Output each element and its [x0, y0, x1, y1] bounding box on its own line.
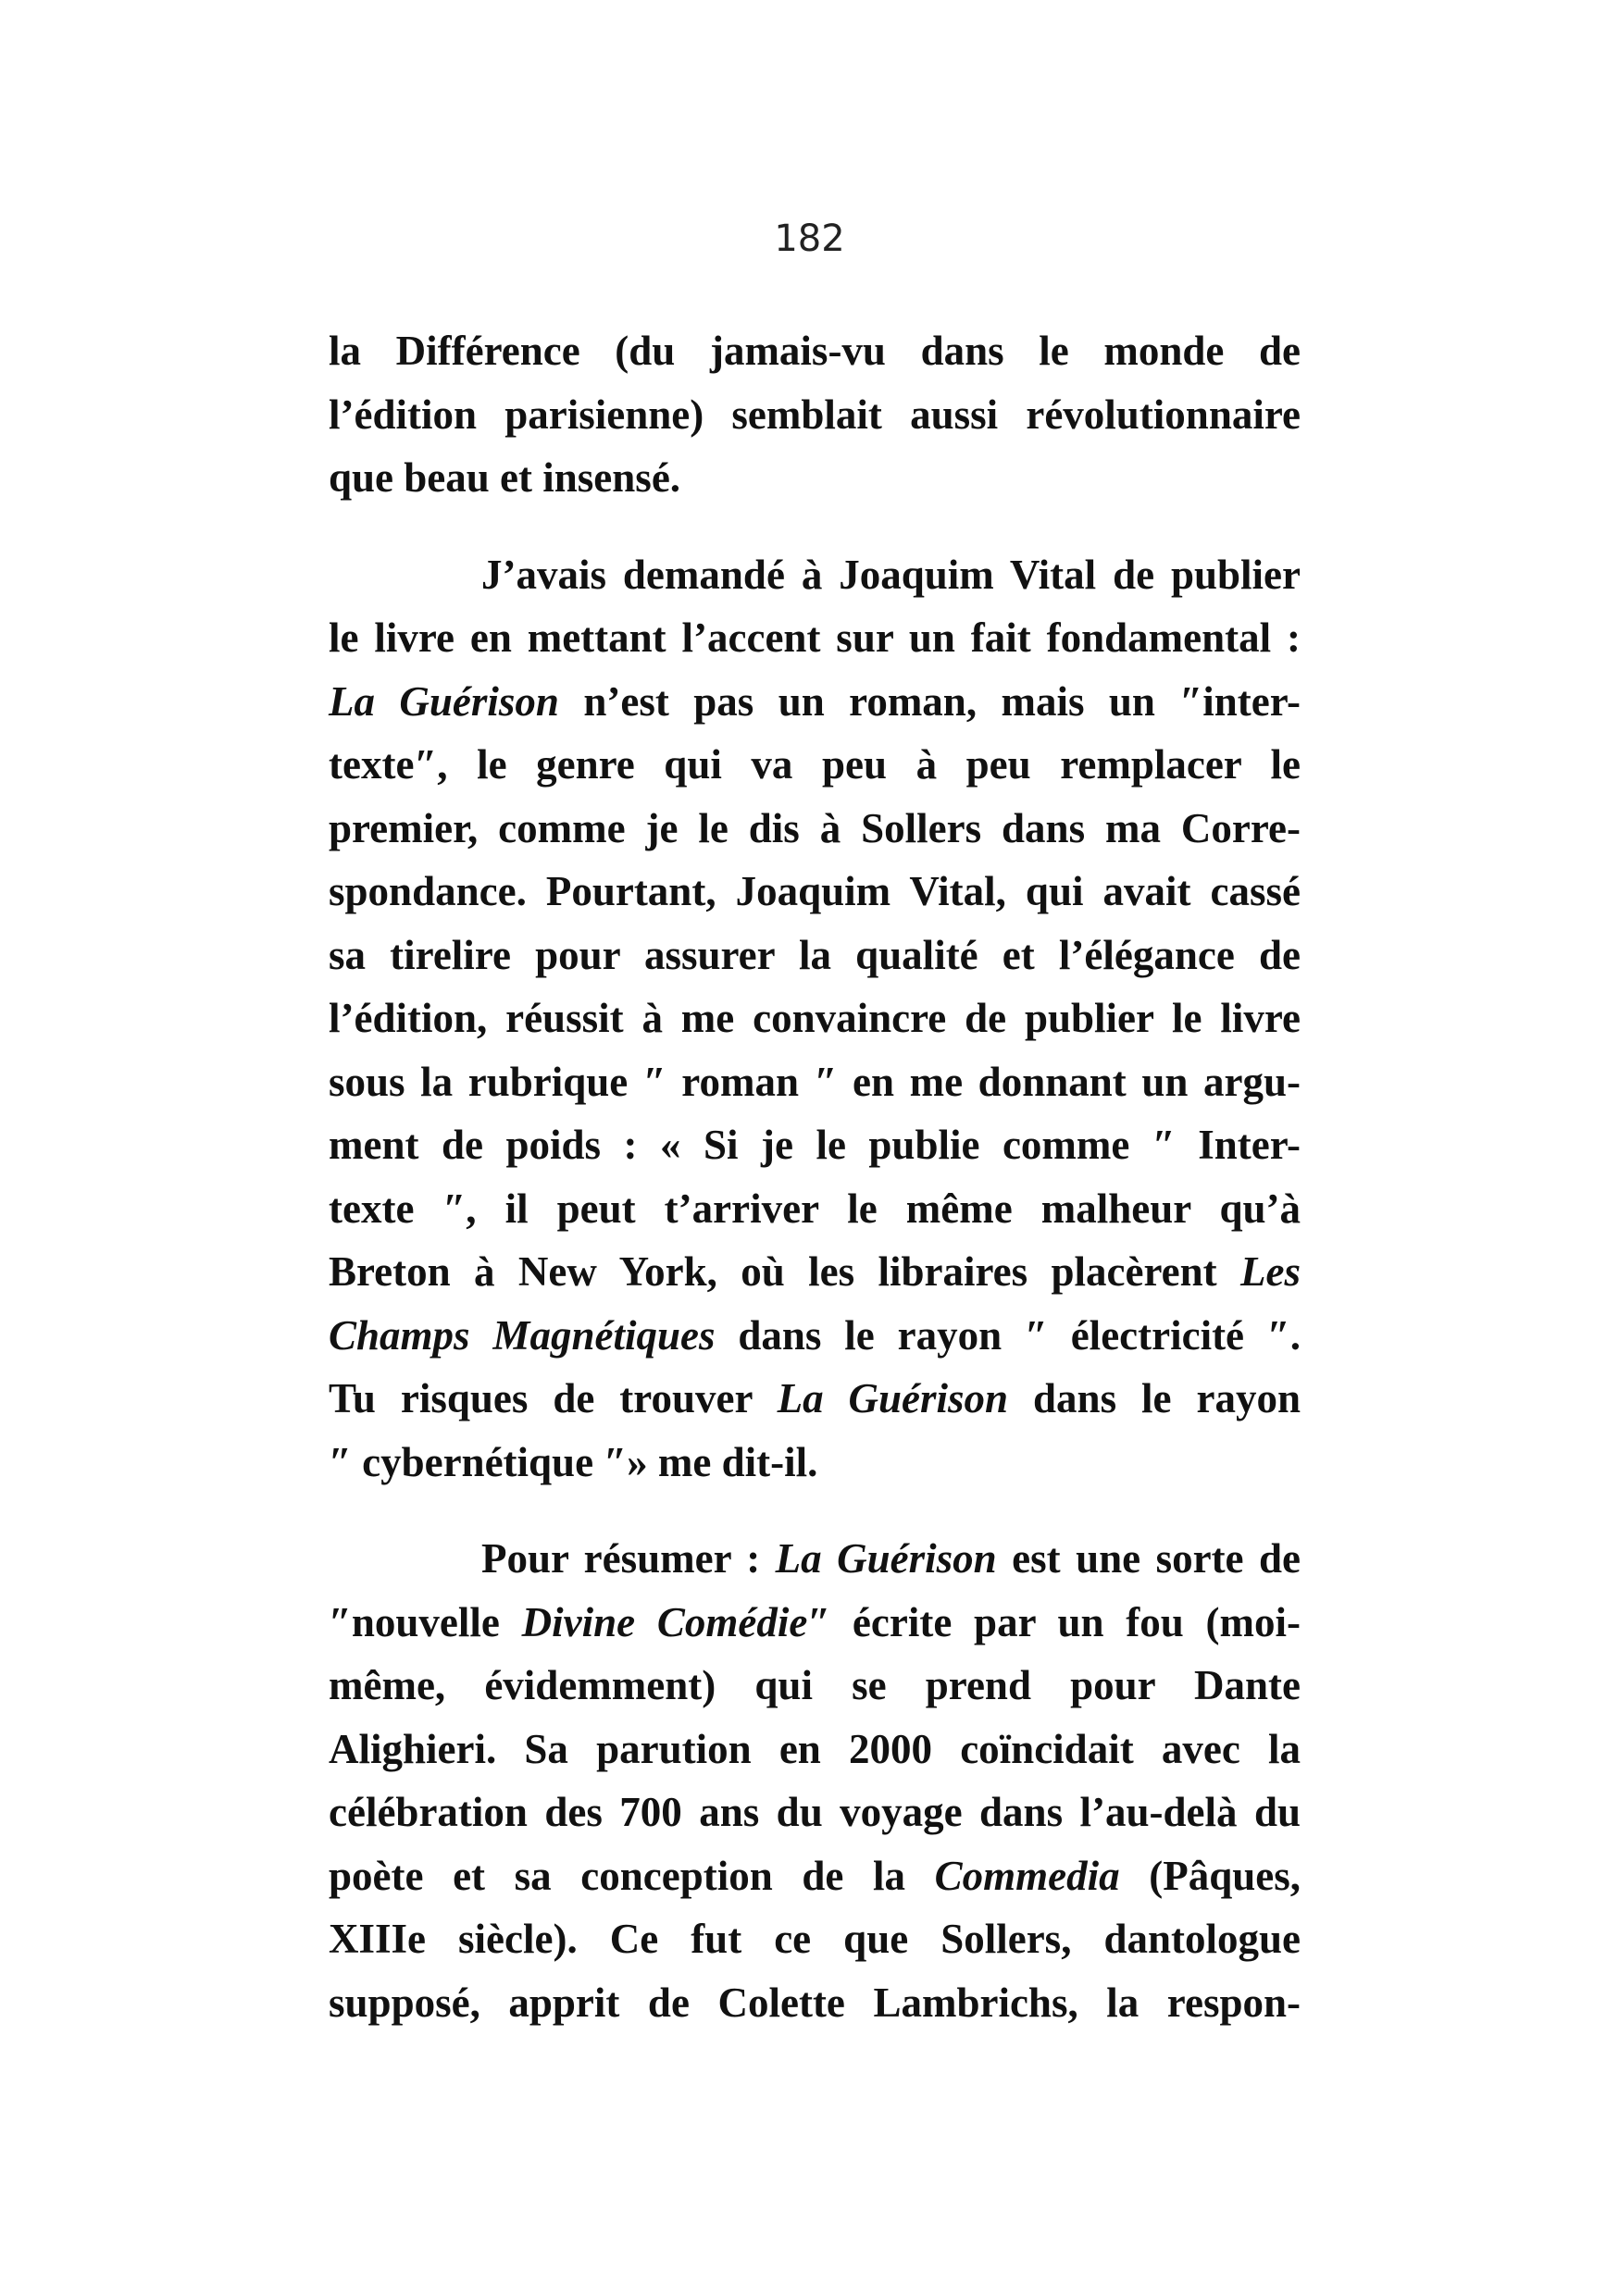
text-line	[329, 1718, 1301, 1781]
italic-title: Les	[1240, 1248, 1301, 1295]
text-segment: ment de poids : « Si je le publie comme ″ Inter-	[329, 1122, 1301, 1168]
page-number: 182	[774, 217, 845, 260]
text-segment: sa tirelire pour assurer la qualité et l’élégance de	[329, 931, 1301, 978]
text-segment: la Différence (du jamais-vu dans le monde de	[329, 328, 1301, 374]
paragraph	[329, 543, 1301, 1495]
text-segment: l’édition parisienne) semblait aussi révolutionnaire	[329, 391, 1301, 438]
text-line	[329, 1113, 1301, 1177]
text-line	[329, 1304, 1301, 1368]
italic-title: Commedia	[934, 1852, 1120, 1899]
text-segment: poète et sa conception de la	[329, 1852, 935, 1899]
text-line	[329, 1527, 1301, 1591]
text-segment: sous la rubrique ″ roman ″ en me donnant un argu-	[329, 1058, 1301, 1105]
paragraph	[329, 319, 1301, 510]
paragraph-gap	[329, 1494, 1301, 1527]
text-segment: premier, comme je le dis à Sollers dans ma Corre-	[329, 804, 1301, 851]
text-line	[329, 1240, 1301, 1304]
text-line	[329, 319, 1301, 383]
text-segment: J’avais demandé à Joaquim Vital de publier	[481, 551, 1301, 598]
text-segment: célébration des 700 ans du voyage dans l’au-delà du	[329, 1789, 1301, 1835]
text-line	[329, 543, 1301, 607]
text-segment: est une sorte de	[996, 1535, 1301, 1582]
paragraph-gap	[329, 510, 1301, 543]
text-segment: ″nouvelle	[329, 1598, 522, 1645]
text-segment: même, évidemment) qui se prend pour Dante	[329, 1662, 1301, 1708]
text-segment: supposé, apprit de Colette Lambrichs, la respon-	[329, 1979, 1301, 2026]
text-line	[329, 1844, 1301, 1908]
text-segment: Alighieri. Sa parution en 2000 coïncidait avec la	[329, 1725, 1301, 1772]
italic-title: Divine Comédie	[521, 1598, 808, 1645]
text-line	[329, 733, 1301, 797]
text-line	[329, 1591, 1301, 1655]
italic-title: La Guérison	[775, 1535, 997, 1582]
text-segment: que beau et insensé.	[329, 454, 681, 501]
italic-title: Champs Magnétiques	[329, 1311, 716, 1359]
text-segment: XIIIe siècle). Ce fut ce que Sollers, dantologue	[329, 1916, 1301, 1962]
text-segment: texte″, le genre qui va peu à peu remplacer le	[329, 741, 1301, 788]
text-line	[329, 860, 1301, 924]
text-line	[329, 1971, 1301, 2035]
text-segment: n’est pas un roman, mais un ″inter-	[558, 677, 1301, 725]
text-line	[329, 1367, 1301, 1431]
text-segment: (Pâques,	[1119, 1852, 1301, 1899]
text-line	[329, 797, 1301, 861]
text-segment: ″ cybernétique ″» me dit-il.	[329, 1438, 818, 1485]
text-segment: Breton à New York, où les libraires placèrent	[329, 1248, 1241, 1295]
text-line	[329, 1907, 1301, 1971]
text-segment: le livre en mettant l’accent sur un fait fondamental :	[329, 614, 1301, 661]
text-segment: spondance. Pourtant, Joaquim Vital, qui avait cassé	[329, 868, 1301, 914]
italic-title: La Guérison	[329, 677, 559, 725]
text-segment: ″ écrite par un fou (moi-	[807, 1598, 1301, 1645]
italic-title: La Guérison	[777, 1375, 1009, 1421]
text-line	[329, 606, 1301, 670]
text-line	[329, 1781, 1301, 1844]
text-line	[329, 670, 1301, 734]
text-line	[329, 383, 1301, 447]
text-line	[329, 1050, 1301, 1114]
body-text	[329, 319, 1301, 2034]
text-line	[329, 446, 1301, 510]
text-segment: Pour résumer :	[481, 1535, 776, 1582]
text-line	[329, 1177, 1301, 1241]
text-line	[329, 924, 1301, 987]
text-line	[329, 987, 1301, 1050]
text-segment: Tu risques de trouver	[329, 1375, 778, 1421]
text-line	[329, 1654, 1301, 1718]
text-segment: texte ″, il peut t’arriver le même malheur qu’à	[329, 1185, 1301, 1232]
text-segment: l’édition, réussit à me convaincre de publier le livre	[329, 995, 1301, 1041]
paragraph	[329, 1527, 1301, 2034]
text-segment: dans le rayon	[1008, 1375, 1301, 1421]
text-segment: dans le rayon ″ électricité ″.	[715, 1311, 1301, 1359]
text-line	[329, 1431, 1301, 1495]
